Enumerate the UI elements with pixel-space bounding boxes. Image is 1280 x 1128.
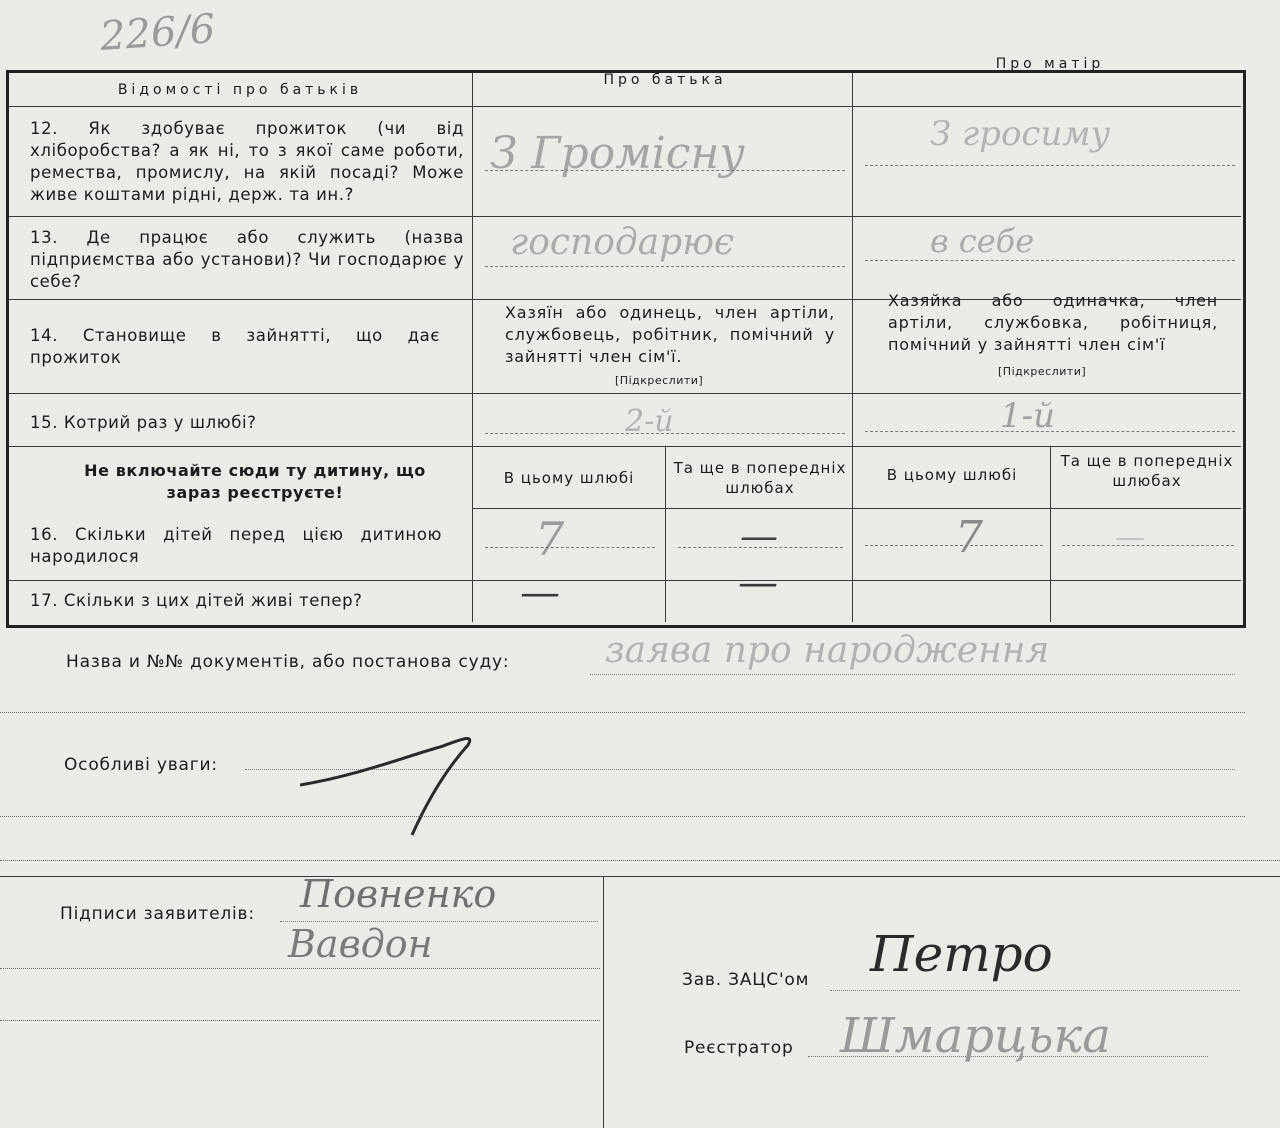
remarks-dash-mark [300, 725, 500, 845]
q14-mother-options: Хазяйка або одиначка, член артіли, службовка, робітниця, помічний у зайнятті член сім'ї [888, 291, 1218, 354]
zags-head-signature: Петро [870, 925, 1053, 983]
documents-label: Назва и №№ документів, або постанова суду: [66, 652, 510, 672]
q16-mother-prev-answer: — [1115, 520, 1145, 555]
q17-father-prev-answer: — [738, 560, 778, 606]
q12-mother-answer: З гросиму [930, 114, 1111, 154]
remarks-label: Особливі уваги: [64, 755, 218, 775]
archive-number: 226/6 [98, 6, 217, 60]
q12-father-answer: З Громісну [490, 128, 745, 179]
q16-note: Не включайте сюди ту дитину, що зараз реєструєте! [84, 461, 426, 502]
q13-father-answer: господарює [510, 222, 735, 263]
subheader-mother-this-marriage: В цьому шлюбі [886, 466, 1018, 484]
q15-mother-answer: 1-й [1000, 396, 1056, 436]
q16-father-this-answer: 7 [535, 512, 565, 566]
header-father: Про батька [603, 72, 727, 88]
zags-head-label: Зав. ЗАЦС'ом [682, 970, 810, 990]
q13-mother-answer: в себе [930, 222, 1035, 260]
registrar-label: Реєстратор [684, 1038, 794, 1058]
question-14: 14. Становище в зайнятті, що дає прожиток [30, 326, 440, 367]
question-13: 13. Де працює або служить (назва підприємства або установи)? Чи господарює у себе? [30, 228, 464, 291]
header-parents-info: Відомості про батьків [117, 82, 363, 98]
subheader-mother-prev-marriages: Та ще в попередніх шлюбах [1060, 452, 1234, 490]
q16-father-prev-answer: — [740, 514, 778, 558]
question-16: 16. Скільки дітей перед цією дитиною народилося [30, 525, 442, 566]
documents-value: заява про народження [605, 630, 1050, 671]
applicant-signature-1: Повненко [300, 872, 497, 916]
subheader-father-this-marriage: В цьому шлюбі [503, 469, 635, 487]
question-17: 17. Скільки з цих дітей живі тепер? [30, 591, 363, 610]
header-mother: Про матір [995, 56, 1105, 72]
q17-father-this-answer: — [520, 570, 560, 616]
q14-mother-underline-note: [Підкреслити] [998, 365, 1087, 378]
subheader-father-prev-marriages: Та ще в попередніх шлюбах [673, 459, 847, 497]
q14-father-options: Хазяїн або одинець, член артіли, службовець, робітник, помічний у зайнятті член сім'ї. [505, 303, 835, 366]
q14-father-underline-note: [Підкреслити] [615, 374, 704, 387]
q15-father-answer: 2-й [625, 404, 674, 439]
question-15: 15. Котрий раз у шлюбі? [30, 413, 257, 432]
registrar-signature: Шмарцька [840, 1008, 1111, 1064]
applicant-signature-2: Вавдон [288, 922, 433, 966]
q16-mother-this-answer: 7 [955, 512, 983, 563]
applicants-signature-label: Підписи заявителів: [60, 904, 255, 924]
question-12: 12. Як здобуває прожиток (чи від хліборобства? а як ні, то з якої саме роботи, ремества, промислу, на якій посаді? Може живе коштами рідні, держ. та ин.? [30, 119, 464, 204]
